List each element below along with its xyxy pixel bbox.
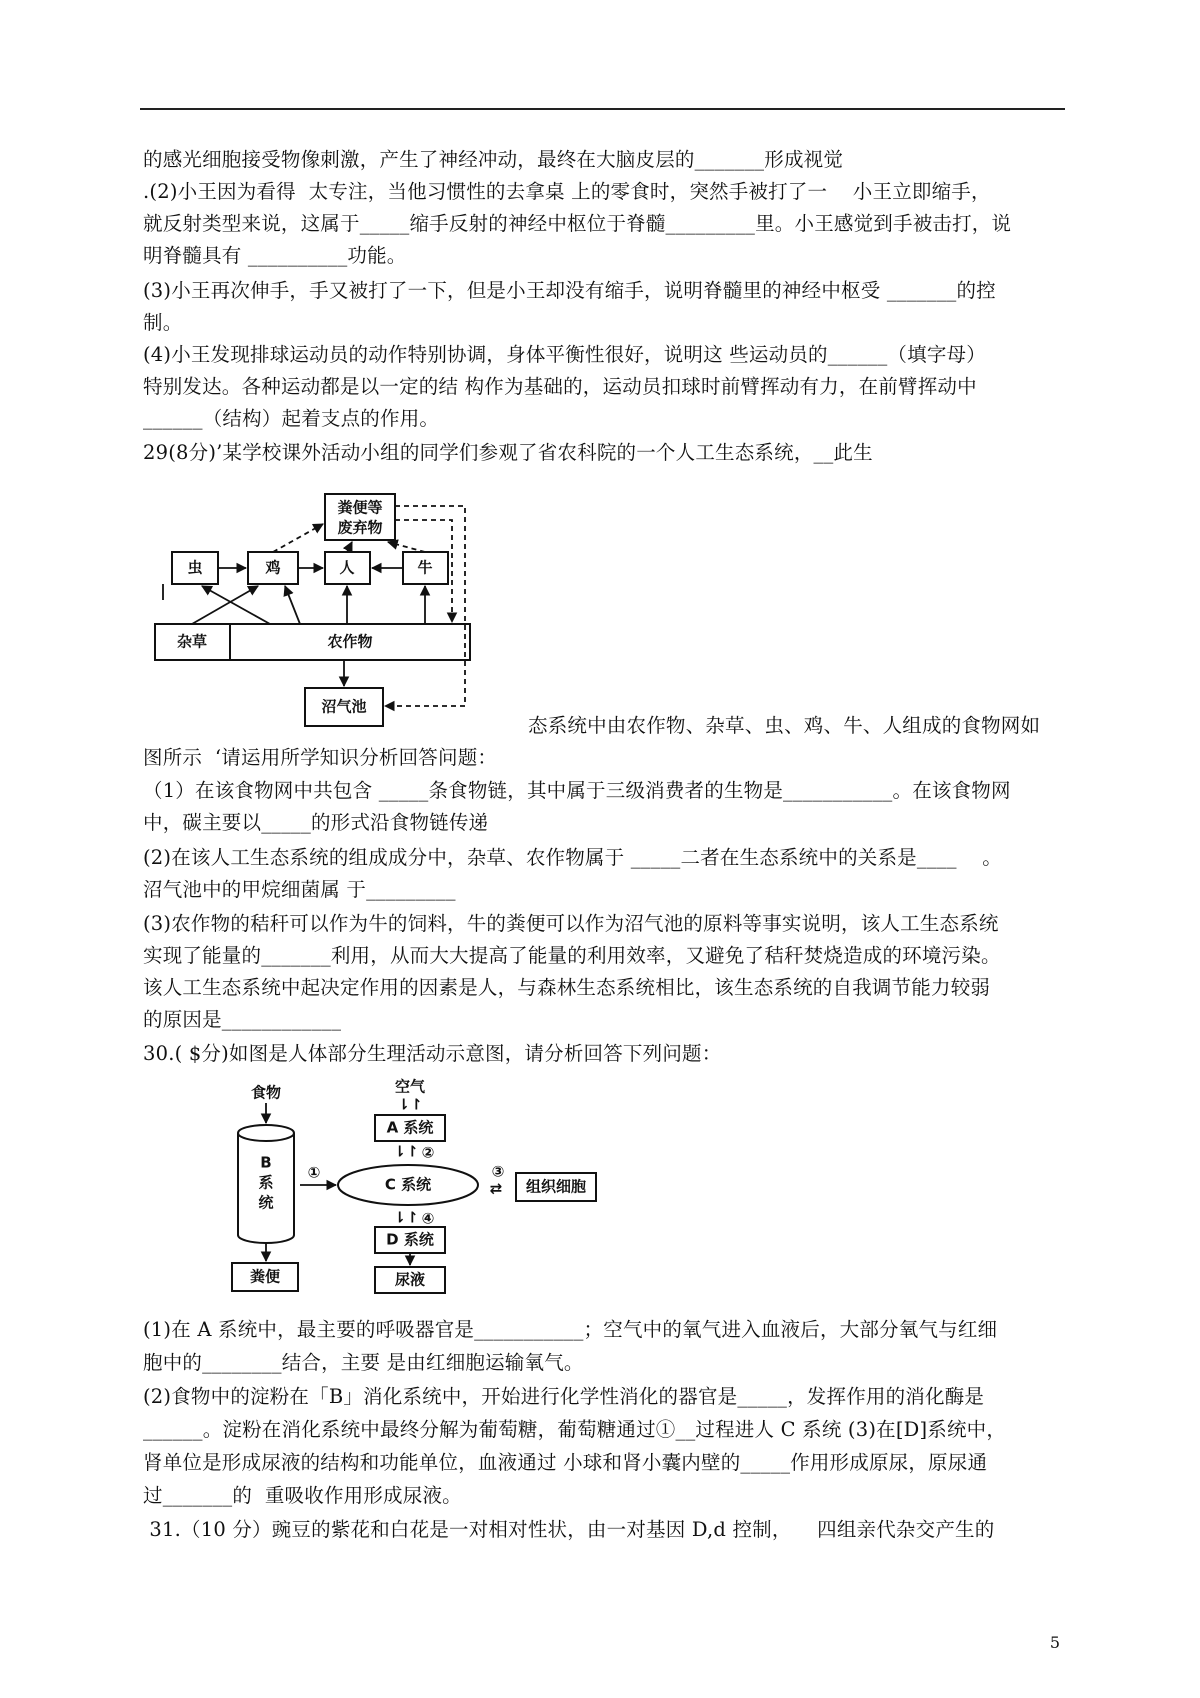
insect-label: 虫 [187,558,203,577]
b-label-3: 统 [258,1193,274,1212]
text-line: 特别发达。各种运动都是以一定的结 构作为基础的，运动员扣球时前臂挥动有力，在前臂挥动中 [143,375,977,398]
text-line: 实现了能量的_______利用，从而大大提高了能量的利用效率，又避免了秸秆焚烧造成的环境污染。 [143,944,1001,967]
feces-label-1: 粪便等 [337,498,383,517]
text-line: (2)食物中的淀粉在「B」消化系统中，开始进行化学性消化的器官是_____，发挥作用的消化酶是 [143,1385,985,1408]
feces-label-2: 废弃物 [337,518,383,537]
d-label: D 系统 [386,1230,434,1249]
air-label: 空气 [394,1077,426,1096]
text-line: 该人工生态系统中起决定作用的因素是人，与森林生态系统相比，该生态系统的自我调节能力较弱 [143,976,991,999]
cattle-label: 牛 [417,558,433,577]
text-line: ______。淀粉在消化系统中最终分解为葡萄糖，葡萄糖通过①__过程进人 C 系统 (3)在[D]系统中， [143,1418,1007,1441]
crop-label: 农作物 [327,632,373,651]
text-line: 的原因是____________ [143,1008,342,1031]
tissue-label: 组织细胞 [525,1177,587,1196]
text-line: (4)小王发现排球运动员的动作特别协调，身体平衡性很好，说明这 些运动员的______（填字母） [143,343,986,366]
text-line: （1）在该食物网中共包含 _____条食物链，其中属于三级消费者的生物是___________。在该食物网 [143,779,1011,802]
text-line: 图所示 ‘请运用所学知识分析回答问题： [143,746,498,769]
num-1: ① [307,1163,321,1182]
page-number: 5 [1049,1633,1060,1652]
text-line: (2)在该人工生态系统的组成成分中，杂草、农作物属于 _____二者在生态系统中的关系是____ 。 [143,846,1002,869]
num-3: ③ [491,1162,505,1181]
text-line: 就反射类型来说，这属于_____缩手反射的神经中枢位于脊髓_________里。小王感觉到手被击打，说 [143,212,1012,235]
text-line: 胞中的________结合，主要 是由红细胞运输氧气。 [143,1351,584,1374]
num-4: ④ [421,1209,435,1228]
text-line: 态系统中由农作物、杂草、虫、鸡、牛、人组成的食物网如 [528,714,1041,737]
text-line: 沼气池中的甲烷细菌属 于_________ [143,878,456,901]
text-line: 的感光细胞接受物像刺激，产生了神经冲动，最终在大脑皮层的_______形成视觉 [143,148,844,171]
text-line: ______（结构）起着支点的作用。 [143,407,440,430]
food-label: 食物 [250,1083,282,1102]
text-line: 制。 [143,311,183,334]
exchange-arrow-icon: ⇄ [489,1179,503,1198]
exchange-arrow-icon: ⇂↾ [397,1095,423,1114]
c-label: C 系统 [384,1175,432,1194]
text-line: (1)在 A 系统中，最主要的呼吸器官是___________；空气中的氧气进入血液后，大部分氧气与红细 [143,1318,998,1341]
text-line: .(2)小王因为看得 太专注，当他习惯性的去拿桌 上的零食时，突然手被打了一 小王立即缩手， [143,180,991,203]
text-line: 29(8分)’某学校课外活动小组的同学们参观了省农科院的一个人工生态系统，__此生 [143,441,873,464]
a-label: A 系统 [386,1118,434,1137]
human-label: 人 [339,558,355,577]
urine-label: 尿液 [394,1270,426,1289]
b-label-1: B [260,1153,272,1172]
text-line: 31.（10 分）豌豆的紫花和白花是一对相对性状，由一对基因 D,d 控制， 四组亲代杂交产生的 [143,1518,995,1541]
exchange-arrow-icon: ⇂↾ [393,1142,419,1161]
text-line: (3)农作物的秸秆可以作为牛的饲料，牛的粪便可以作为沼气池的原料等事实说明，该人工生态系统 [143,912,999,935]
text-line: 过_______的 重吸收作用形成尿液。 [143,1484,462,1507]
physiology-diagram [210,1075,610,1305]
food-web-diagram [140,490,530,735]
header-rule [140,108,1065,110]
text-line: 明脊髓具有 __________功能。 [143,244,407,267]
exchange-arrow-icon: ⇂↾ [393,1208,419,1227]
biogas-label: 沼气池 [321,697,367,716]
b-label-2: 系 [258,1173,274,1192]
text-line: 30.( $分)如图是人体部分生理活动示意图，请分析回答下列问题： [143,1042,722,1065]
text-line: 肾单位是形成尿液的结构和功能单位，血液通过 小球和肾小囊内壁的_____作用形成原尿，原尿通 [143,1451,988,1474]
feces-label-3: 粪便 [249,1267,281,1286]
weed-label: 杂草 [176,632,208,651]
num-2: ② [421,1143,435,1162]
chicken-label: 鸡 [265,558,281,577]
text-line: 中，碳主要以_____的形式沿食物链传递 [143,811,489,834]
text-line: (3)小王再次伸手，手又被打了一下，但是小王却没有缩手，说明脊髓里的神经中枢受 _______的控 [143,279,996,302]
